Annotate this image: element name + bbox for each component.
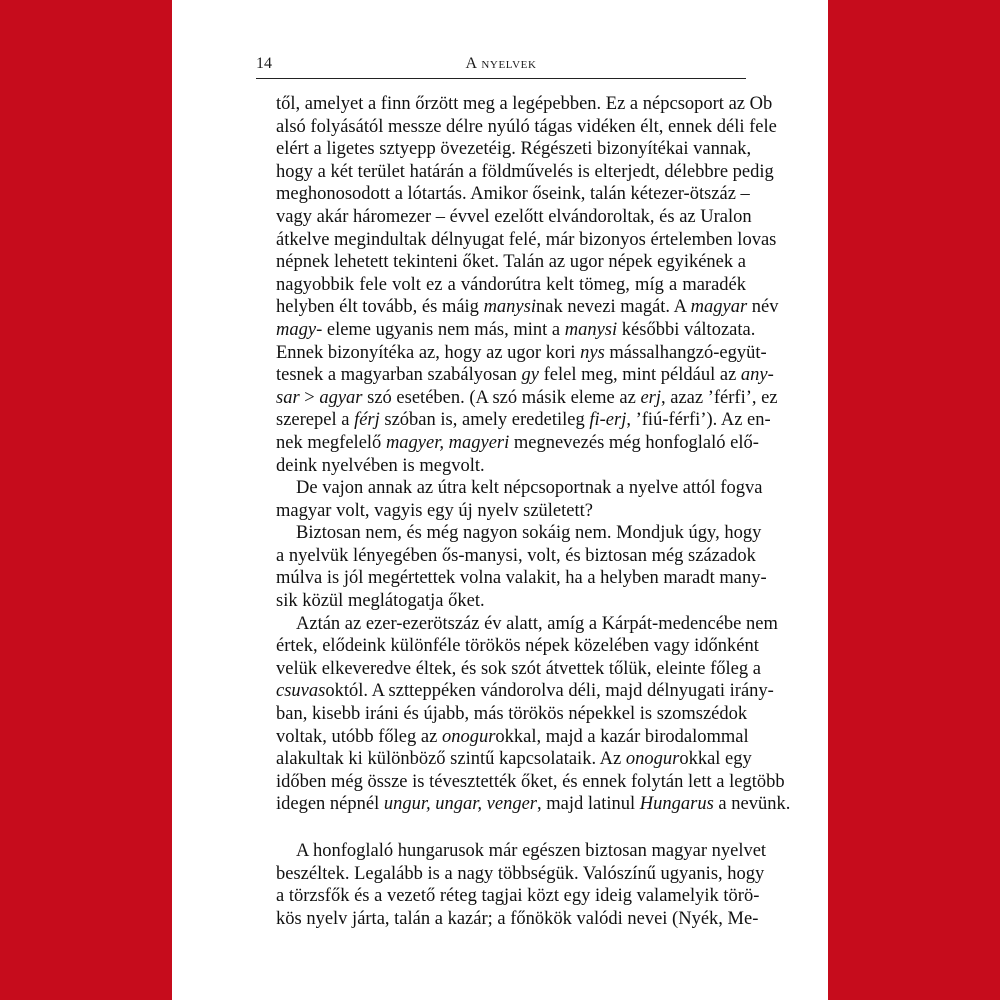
text-line	[256, 658, 761, 681]
italic-term: erj	[640, 387, 661, 408]
text-line	[256, 138, 752, 161]
text-line	[256, 409, 771, 432]
text-line	[256, 183, 750, 206]
text-run: szó esetében. (A szó másik eleme az	[362, 387, 641, 408]
text-line	[256, 545, 756, 568]
text-run: , majd latinul	[537, 794, 640, 815]
text-run: kös nyelv járta, talán a kazár; a főnökök valódi nevei (Nyék, Me-	[276, 908, 759, 929]
page-number: 14	[256, 55, 272, 72]
text-line	[256, 522, 762, 545]
text-line	[256, 863, 765, 886]
text-run: megnevezés még honfoglaló elő-	[509, 432, 759, 453]
text-run: átkelve megindultak délnyugat felé, már bizonyos értelemben lovas	[276, 229, 777, 250]
text-run: sik közül meglátogatja őket.	[276, 591, 485, 612]
text-line	[256, 613, 778, 636]
italic-term: sar	[276, 387, 300, 408]
text-run: helyben élt tovább, és máig	[276, 297, 484, 318]
text-run: tesnek a magyarban szabályosan	[276, 365, 522, 386]
italic-term: nys	[580, 342, 605, 363]
text-line	[256, 680, 774, 703]
text-run: voltak, utóbb főleg az	[276, 726, 442, 747]
text-run: Biztosan nem, és még nagyon sokáig nem. Mondjuk úgy, hogy	[296, 523, 762, 544]
italic-term: férj	[354, 410, 380, 431]
paragraph	[256, 93, 779, 477]
body-text	[256, 93, 791, 930]
text-line	[256, 116, 777, 139]
text-line	[256, 885, 760, 908]
italic-term: onogur	[625, 749, 680, 770]
text-run: időben még össze is tévesztették őket, és ennek folytán lett a legtöbb	[276, 771, 785, 792]
text-line	[256, 500, 746, 523]
text-run: beszéltek. Legalább is a nagy többségük. Valószínű ugyanis, hogy	[276, 863, 765, 884]
text-line	[256, 319, 756, 342]
text-line	[256, 93, 773, 116]
text-line	[256, 590, 746, 613]
italic-term: magyar	[690, 297, 748, 318]
text-line	[256, 840, 767, 863]
running-head: A nyelvek	[465, 55, 537, 72]
text-run: a törzsfők és a vezető réteg tagjai közt egy ideig valamelyik törö-	[276, 886, 760, 907]
text-run: meghonosodott a lótartás. Amikor őseink, talán kétezer-ötszáz –	[276, 184, 750, 205]
text-run: múlva is jól megértettek volna valakit, ha a helyben maradt many-	[276, 568, 767, 589]
text-run: név	[747, 297, 779, 318]
text-run: magyar volt, vagyis egy új nyelv született?	[276, 500, 593, 521]
text-line	[256, 771, 785, 794]
book-page	[172, 0, 828, 1000]
italic-term: magyer, magyeri	[385, 432, 510, 453]
text-run: De vajon annak az útra kelt népcsoportnak a nyelve attól fogva	[296, 478, 763, 499]
text-line	[256, 251, 746, 274]
italic-term: manysi	[483, 297, 536, 318]
text-line	[256, 908, 759, 931]
italic-term: agyar	[319, 387, 363, 408]
text-line	[256, 342, 767, 365]
italic-term: manysi	[564, 319, 618, 340]
italic-term: Hungarus	[639, 794, 714, 815]
text-run: >	[299, 387, 320, 408]
text-line	[256, 161, 774, 184]
text-run: deink nyelvében is megvolt.	[276, 455, 485, 476]
text-line	[256, 726, 749, 749]
text-run: felel meg, mint például az	[539, 365, 741, 386]
text-run: okkal, majd a kazár birodalommal	[495, 726, 749, 747]
text-line	[256, 387, 778, 410]
text-run: a nyelvük lényegében ős-manysi, volt, és biztosan még századok	[276, 545, 756, 566]
text-run: értek, elődeink különféle törökös népek közelében vagy időnként	[276, 636, 759, 657]
text-run: későbbi változata.	[617, 319, 756, 340]
text-run: vagy akár háromezer – évvel ezelőtt elvándoroltak, és az Uralon	[276, 206, 752, 227]
paragraph	[256, 522, 767, 612]
text-line	[256, 567, 767, 590]
text-run: októl. A sztteppéken vándorolva déli, majd délnyugati irány-	[325, 681, 774, 702]
text-run: től, amelyet a finn őrzött meg a legépebben. Ez a népcsoport az Ob	[276, 94, 773, 114]
text-run: , ’fiú-férfi’). Az en-	[626, 410, 771, 431]
text-line	[256, 296, 779, 319]
text-run: eleme ugyanis nem más, mint a	[322, 319, 565, 340]
text-run: Aztán az ezer-ezerötszáz év alatt, amíg a Kárpát-medencébe nem	[296, 613, 778, 634]
text-line	[256, 703, 746, 726]
text-line	[256, 455, 746, 478]
text-run: idegen népnél	[276, 794, 384, 815]
paragraph	[256, 477, 763, 522]
text-run: alakultak ki különböző szintű kapcsolataik. Az	[276, 749, 626, 770]
italic-term: csuvas	[276, 681, 326, 702]
italic-term: any-	[740, 365, 774, 386]
text-run: nagyobbik fele volt ez a vándorútra kelt tömeg, míg a maradék	[276, 274, 746, 295]
text-line	[256, 748, 752, 771]
text-run: okkal egy	[679, 749, 752, 770]
text-line	[256, 432, 759, 455]
text-run: nak nevezi magát. A	[535, 297, 691, 318]
text-run: ban, kisebb iráni és újabb, más törökös népekkel is szomszédok	[276, 704, 748, 725]
text-line	[256, 635, 759, 658]
text-run: A honfoglaló hungarusok már egészen biztosan magyar nyelvet	[296, 841, 767, 861]
italic-term: onogur	[441, 726, 496, 747]
text-run: Ennek bizonyítéka az, hogy az ugor kori	[276, 342, 581, 363]
text-run: nek megfelelő	[276, 432, 386, 453]
text-line	[256, 364, 774, 387]
text-run: elért a ligetes sztyepp övezetéig. Régészeti bizonyítékai vannak,	[276, 139, 752, 160]
text-line	[256, 229, 777, 252]
text-run: a nevünk.	[713, 794, 791, 815]
text-run: népnek lehetett tekinteni őket. Talán az ugor népek egyikének a	[276, 252, 746, 273]
italic-term: ungur, ungar, venger	[383, 794, 538, 815]
text-run: mássalhangzó-együt-	[604, 342, 767, 363]
text-run: , azaz ’férfi’, ez	[661, 387, 778, 408]
paragraph	[256, 840, 767, 930]
italic-term: gy	[521, 365, 540, 386]
page-header	[256, 54, 746, 79]
text-run: szerepel a	[276, 410, 355, 431]
text-run: alsó folyásától messze délre nyúló tágas vidéken élt, ennek déli fele	[276, 116, 777, 137]
text-run: hogy a két terület határán a földművelés is elterjedt, délebbre pedig	[276, 161, 774, 182]
text-line	[256, 793, 791, 816]
text-run: szóban is, amely eredetileg	[379, 410, 590, 431]
paragraph	[256, 613, 791, 816]
text-line	[256, 477, 763, 500]
text-line	[256, 206, 752, 229]
italic-term: magy-	[276, 319, 323, 340]
italic-term: fi-erj	[589, 410, 627, 431]
text-run: velük elkeveredve éltek, és sok szót átvettek tőlük, eleinte főleg a	[276, 658, 761, 679]
text-line	[256, 274, 746, 297]
